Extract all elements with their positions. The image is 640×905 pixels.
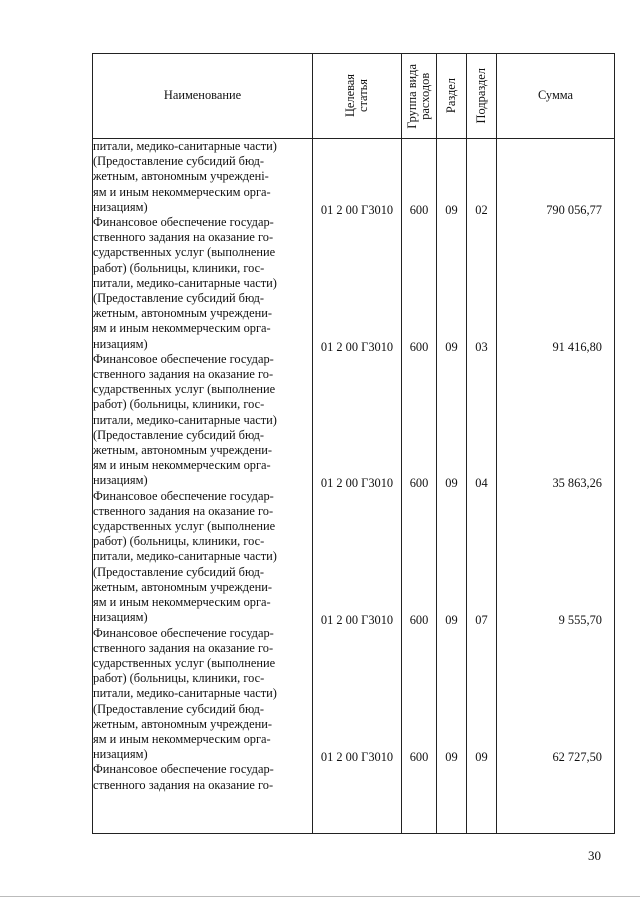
row-description-line: работ) (больницы, клиники, гос- — [93, 671, 265, 686]
row-description-line: ям и иным некоммерческим орга- — [93, 595, 271, 610]
row-description-line: жетным, автономным учрежденi- — [93, 169, 269, 184]
header-section — [437, 54, 467, 139]
row-description-line: ственного задания на оказание го- — [93, 367, 274, 382]
row-target-code: 01 2 00 Г3010 — [320, 476, 394, 491]
row-description-line: ям и иным некоммерческим орга- — [93, 731, 271, 746]
row-description-line: сударственных услуг (выполнение — [93, 245, 276, 260]
row-subsection: 09 — [475, 750, 488, 764]
row-target-code: 01 2 00 Г3010 — [320, 202, 394, 217]
row-sum: 35 863,26 — [552, 476, 602, 491]
row-description-line: работ) (больницы, клиники, гос- — [93, 260, 265, 275]
row-description-line: (Предоставление субсидий бюд- — [93, 701, 265, 716]
row-expense-group: 600 — [409, 476, 429, 491]
row-description-line: сударственных услуг (выполнение — [93, 655, 276, 670]
row-description-line: ственного задания на оказание го- — [93, 503, 274, 518]
row-description-line: ственного задания на оказание го- — [93, 640, 274, 655]
row-description-line: ственного задания на оказание го- — [93, 230, 274, 245]
row-subsection: 02 — [475, 202, 488, 217]
row-description-line: сударственных услуг (выполнение — [93, 382, 276, 397]
page-number: 30 — [588, 848, 601, 863]
row-description-line: жетным, автономным учреждени- — [93, 716, 272, 731]
row-description-line: Финансовое обеспечение государ- — [93, 351, 274, 366]
row-description-line: сударственных услуг (выполнение — [93, 519, 276, 534]
subsection-column — [467, 139, 497, 834]
bottom-rule — [0, 896, 640, 897]
row-subsection: 07 — [475, 613, 488, 628]
table-header-row — [93, 54, 615, 139]
row-description-line: жетным, автономным учреждени- — [93, 443, 272, 458]
row-expense-group: 600 — [409, 202, 429, 217]
row-description-line: ям и иным некоммерческим орга- — [93, 321, 271, 336]
header-subsection — [467, 54, 497, 139]
row-description-line: ям и иным некоммерческим орга- — [93, 184, 271, 199]
header-group-label: Группа вида расходов — [405, 63, 432, 129]
row-description-line: работ) (больницы, клиники, гос- — [93, 397, 265, 412]
sum-column — [497, 139, 615, 834]
header-section-label: Раздел — [444, 78, 458, 114]
row-description-line: питали, медико-санитарные части) — [93, 686, 277, 701]
row-description-line: Финансовое обеспечение государ- — [93, 625, 274, 640]
row-description-line: (Предоставление субсидий бюд- — [93, 291, 265, 306]
table-body-row — [93, 139, 615, 834]
section-column — [437, 139, 467, 834]
row-description-line: ям и иным некоммерческим орга- — [93, 458, 271, 473]
group-column — [402, 139, 437, 834]
row-description-line: жетным, автономным учреждени- — [93, 306, 272, 321]
row-section: 09 — [445, 750, 458, 764]
row-target-code: 01 2 00 Г3010 — [320, 613, 394, 628]
row-section: 09 — [445, 202, 458, 217]
row-sum: 9 555,70 — [558, 613, 602, 628]
row-section: 09 — [445, 476, 458, 491]
header-sum: Сумма — [497, 54, 615, 139]
row-section: 09 — [445, 339, 458, 354]
row-section: 09 — [445, 613, 458, 628]
row-description-line: питали, медико-санитарные части) — [93, 275, 277, 290]
row-description-line: низациям) — [93, 473, 148, 488]
row-target-code: 01 2 00 Г3010 — [320, 750, 394, 764]
row-expense-group: 600 — [409, 750, 429, 764]
row-sum: 790 056,77 — [546, 202, 602, 217]
row-description-line: низациям) — [93, 610, 148, 625]
header-name: Наименование — [93, 54, 313, 139]
header-group — [402, 54, 437, 139]
row-description-line: (Предоставление субсидий бюд- — [93, 427, 265, 442]
name-column — [93, 139, 313, 834]
row-description-line: жетным, автономным учреждени- — [93, 579, 272, 594]
row-description-line: Финансовое обеспечение государ- — [93, 215, 274, 230]
row-expense-group: 600 — [409, 339, 429, 354]
header-target — [313, 54, 402, 139]
row-description-line: ственного задания на оказание го- — [93, 777, 274, 792]
row-description-line: низациям) — [93, 747, 148, 762]
row-description-line: низациям) — [93, 336, 148, 351]
row-sum: 62 727,50 — [552, 750, 602, 764]
row-subsection: 04 — [475, 476, 488, 491]
row-description-line: (Предоставление субсидий бюд- — [93, 154, 265, 169]
row-target-code: 01 2 00 Г3010 — [320, 339, 394, 354]
row-description-line: питали, медико-санитарные части) — [93, 139, 277, 153]
row-subsection: 03 — [475, 339, 488, 354]
target-column — [313, 139, 402, 834]
row-description-line: питали, медико-санитарные части) — [93, 412, 277, 427]
row-description-line: (Предоставление субсидий бюд- — [93, 564, 265, 579]
row-sum: 91 416,80 — [552, 339, 602, 354]
row-description-line: работ) (больницы, клиники, гос- — [93, 534, 265, 549]
header-target-label: Целевая статья — [343, 74, 370, 118]
row-description-line: Финансовое обеспечение государ- — [93, 488, 274, 503]
row-expense-group: 600 — [409, 613, 429, 628]
row-description-line: низациям) — [93, 199, 148, 214]
header-subsection-label: Подраздел — [474, 68, 488, 124]
row-description-line: питали, медико-санитарные части) — [93, 549, 277, 564]
row-description-line: Финансовое обеспечение государ- — [93, 762, 274, 777]
budget-table — [92, 53, 615, 834]
